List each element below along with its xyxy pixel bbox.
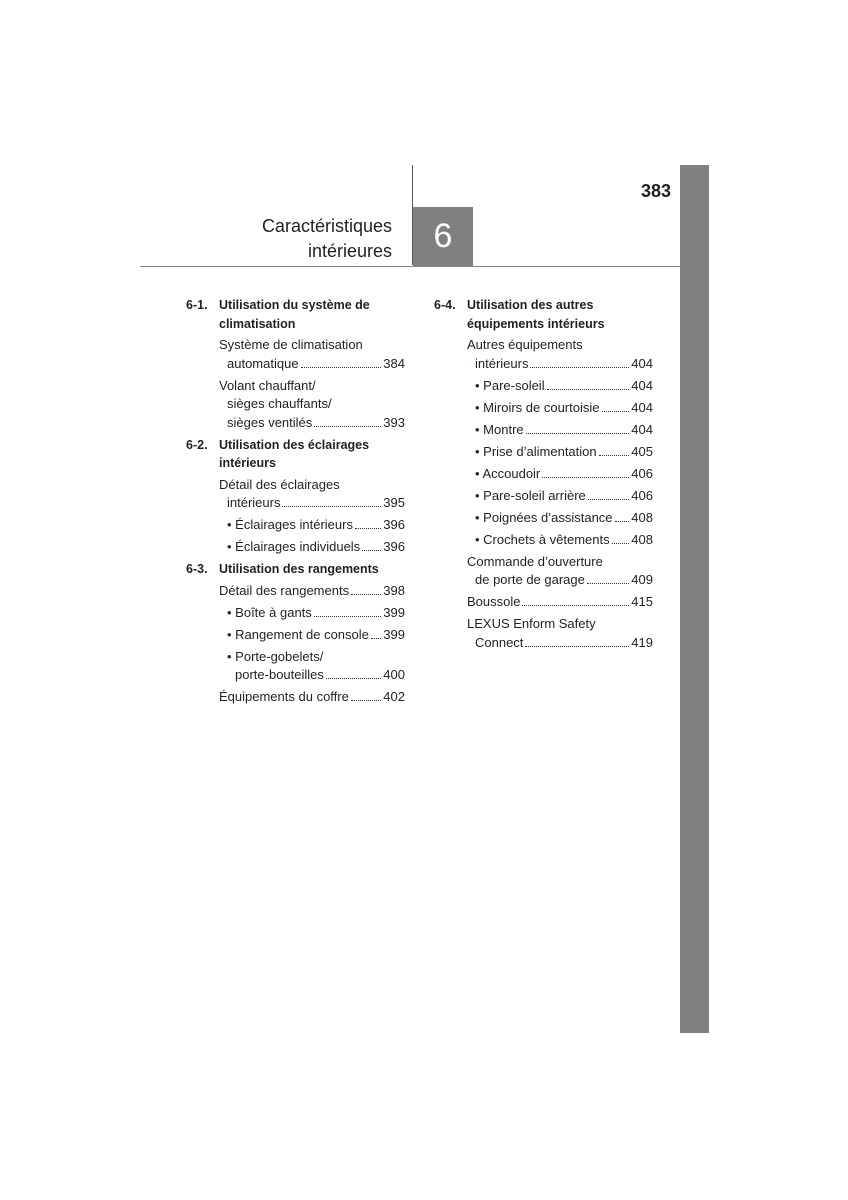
section-title-line: équipements intérieurs [467,316,605,331]
toc-entry-label: sièges ventilés [227,414,313,430]
dot-leader [314,426,381,427]
toc-page-number: 408 [631,531,653,547]
toc-entry-label: intérieurs [475,355,529,371]
dot-leader [530,367,629,368]
toc-entry-label: • Poignées d’assistance [475,509,613,528]
dot-leader [602,411,630,412]
toc-entry-label: • Rangement de console [227,626,369,645]
toc-entry-label: • Pare-soleil [475,377,545,396]
toc-entry-label: • Éclairages intérieurs [227,516,353,535]
toc-entry-label: • Miroirs de courtoisie [475,399,600,418]
toc-page-number: 396 [383,517,405,532]
toc-page-number: 384 [383,355,405,371]
toc-entry[interactable] [434,336,653,373]
toc-entry-label: Équipements du coffre [219,689,349,704]
toc-entry-label: intérieurs [227,495,281,510]
toc-entry[interactable] [186,648,405,685]
toc-entry-label: Connect [475,634,524,650]
toc-page-number: 398 [383,582,405,598]
dot-leader [301,367,382,368]
toc-entry[interactable] [434,465,653,484]
toc-entry-label: • Crochets à vêtements [475,531,610,550]
toc-entry[interactable] [434,487,653,506]
dot-leader [547,389,630,390]
dot-leader [355,528,381,529]
page-number: 383 [640,181,671,201]
toc-page-number: 406 [631,465,653,481]
toc-entry[interactable] [186,516,405,535]
dot-leader [351,594,381,595]
toc-entry-label: automatique [227,355,299,371]
toc-entry[interactable] [434,553,653,590]
toc-entry-label: Détail des rangements [219,582,350,598]
toc-page-number: 408 [631,509,653,525]
toc-entry[interactable] [186,336,405,373]
toc-page-number: 395 [383,495,405,510]
toc-entry-line: • Porte-gobelets/ [227,648,405,667]
toc-entry[interactable] [434,509,653,528]
chapter-title-line: Caractéristiques [261,216,392,236]
toc-entry-label: • Pare-soleil arrière [475,487,586,506]
section-heading[interactable] [434,296,653,333]
toc-entry[interactable] [434,443,653,462]
dot-leader [542,477,629,478]
toc-page-number: 409 [631,572,653,587]
chapter-number-box: 6 [413,207,473,266]
toc-entry-label: • Montre [475,421,524,440]
section-number: 6-4. [434,298,456,312]
toc-entry-label: • Éclairages individuels [227,538,360,557]
dot-leader [314,616,382,617]
toc-left-column [186,294,405,710]
chapter-title [262,214,392,264]
dot-leader [371,638,381,639]
toc-entry[interactable] [186,377,405,433]
toc-entry[interactable] [186,626,405,645]
toc-page-number: 402 [383,689,405,704]
toc-entry[interactable] [186,688,405,707]
toc-page-number: 400 [383,667,405,682]
toc-right-column [434,294,653,656]
toc-page-number: 405 [631,443,653,459]
toc-entry-label: • Accoudoir [475,465,540,484]
toc-page-number: 415 [631,594,653,609]
toc-entry-label: Boussole [467,594,521,609]
toc-entry[interactable] [434,399,653,418]
chapter-title-line: intérieures [307,241,392,261]
toc-page-number: 406 [631,487,653,503]
dot-leader [612,543,630,544]
dot-leader [522,605,629,606]
section-title-line: climatisation [219,316,296,331]
toc-entry[interactable] [434,615,653,652]
toc-entry-line: Autres équipements [467,337,583,352]
header-horizontal-rule [140,266,680,267]
chapter-side-tab [680,165,709,1033]
dot-leader [282,506,381,507]
dot-leader [615,521,630,522]
toc-entry-line: LEXUS Enform Safety [467,616,596,631]
section-number: 6-3. [186,562,208,576]
toc-page-number: 404 [631,399,653,415]
section-title-line: intérieurs [219,456,276,470]
section-title-line: Utilisation des autres [467,298,594,312]
toc-entry-label: porte-bouteilles [235,667,324,682]
toc-entry[interactable] [434,531,653,550]
section-title-line: Utilisation des éclairages [219,437,370,452]
toc-page-number: 399 [383,604,405,620]
toc-page-number: 396 [383,539,405,554]
toc-page-number: 404 [631,377,653,393]
toc-entry-line: Système de climatisation [219,337,363,352]
section-heading[interactable] [186,436,405,473]
section-heading[interactable] [186,560,405,579]
toc-entry[interactable] [186,582,405,601]
section-title-line: Utilisation des rangements [219,562,379,576]
toc-entry-line: sièges chauffants/ [227,396,332,411]
toc-page-number: 419 [631,634,653,650]
toc-entry[interactable] [186,604,405,623]
section-heading[interactable] [186,296,405,333]
toc-entry-label: de porte de garage [475,572,585,587]
toc-entry-line: Commande d’ouverture [467,553,603,569]
toc-page-number: 404 [631,355,653,371]
toc-page-number: 393 [383,414,405,430]
toc-entry[interactable] [434,377,653,396]
toc-page-number: 404 [631,421,653,437]
toc-page-number: 399 [383,626,405,642]
dot-leader [525,646,629,647]
dot-leader [351,700,381,701]
dot-leader [588,499,630,500]
toc-entry[interactable] [186,476,405,513]
toc-entry-label: • Prise d’alimentation [475,443,597,462]
dot-leader [362,550,381,551]
section-title-line: Utilisation du système de [219,298,370,312]
dot-leader [599,455,630,456]
toc-entry[interactable] [186,538,405,557]
toc-entry-line: Détail des éclairages [219,476,340,492]
toc-entry-label: • Boîte à gants [227,604,312,623]
section-number: 6-2. [186,437,208,452]
toc-entry[interactable] [434,421,653,440]
dot-leader [326,678,381,679]
toc-entry-line: Volant chauffant/ [219,377,316,393]
section-number: 6-1. [186,298,208,312]
dot-leader [526,433,630,434]
toc-entry[interactable] [434,593,653,612]
dot-leader [587,583,629,584]
